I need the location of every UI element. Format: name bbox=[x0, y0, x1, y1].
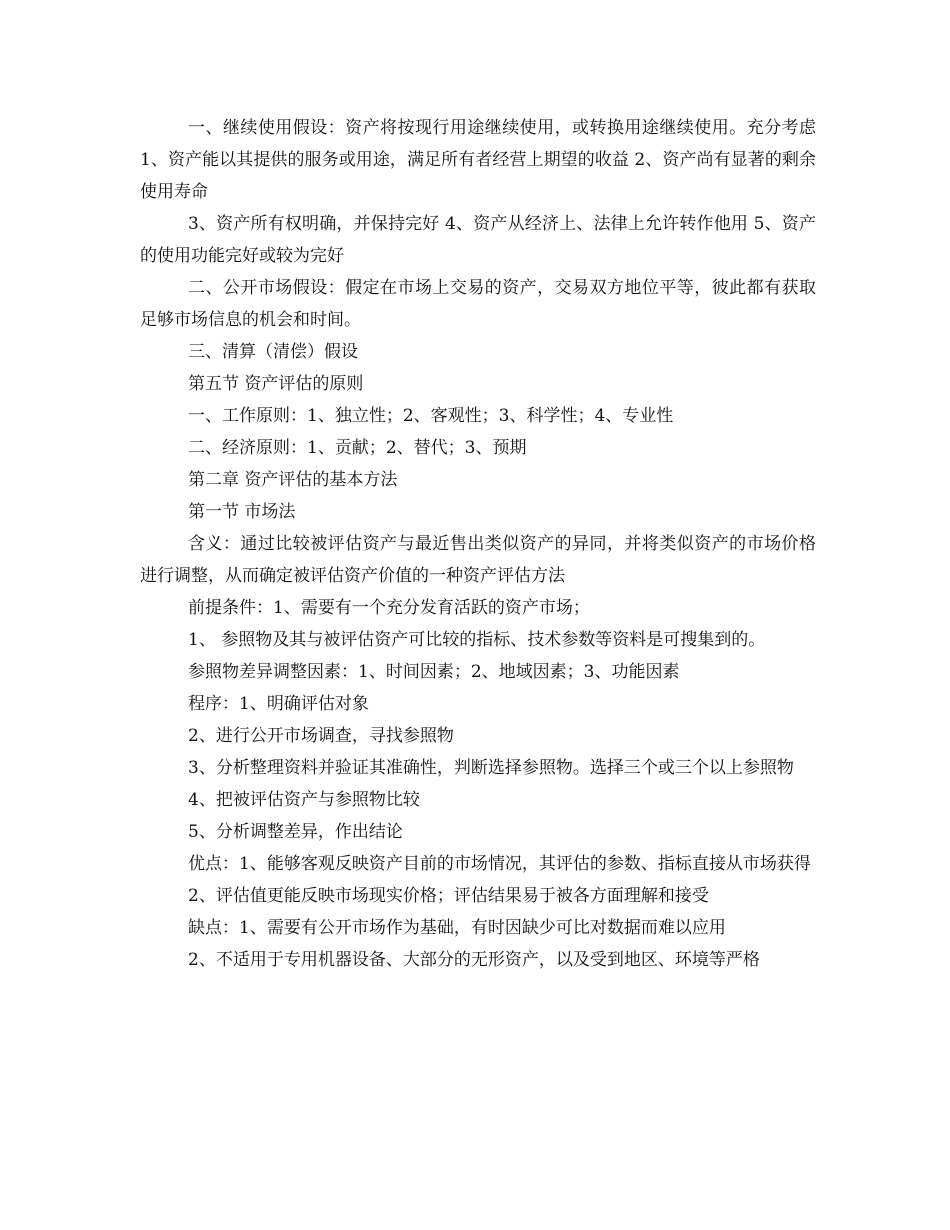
paragraph-advantages-2: 2、评估值更能反映市场现实价格；评估结果易于被各方面理解和接受 bbox=[188, 886, 709, 906]
paragraph-adjustment-factors: 参照物差异调整因素：1、时间因素；2、地域因素；3、功能因素 bbox=[188, 662, 680, 682]
paragraph-prerequisite-reference: 1、 参照物及其与被评估资产可比较的指标、技术参数等资料是可搜集到的。 bbox=[188, 630, 766, 650]
document-body bbox=[140, 112, 816, 976]
paragraph-economic-principles: 二、经济原则：1、贡献；2、替代；3、预期 bbox=[188, 438, 527, 458]
paragraph-procedure-step-1: 程序：1、明确评估对象 bbox=[188, 694, 369, 714]
paragraph-procedure-step-5: 5、分析调整差异，作出结论 bbox=[188, 822, 403, 842]
paragraph-procedure-step-2: 2、进行公开市场调查，寻找参照物 bbox=[188, 726, 454, 746]
paragraph-work-principles: 一、工作原则：1、独立性；2、客观性；3、科学性；4、专业性 bbox=[188, 406, 674, 426]
paragraph-going-concern-conditions: 3、资产所有权明确，并保持完好 4、资产从经济上、法律上允许转作他用 5、资产的使用功能完好或较为完好 bbox=[140, 214, 816, 266]
paragraph-procedure-step-3: 3、分析整理资料并验证其准确性，判断选择参照物。选择三个或三个以上参照物 bbox=[188, 758, 794, 778]
paragraph-going-concern-assumption: 一、继续使用假设：资产将按现行用途继续使用，或转换用途继续使用。充分考虑 1、资产能以其提供的服务或用途，满足所有者经营上期望的收益 2、资产尚有显著的剩余使用寿命 bbox=[140, 118, 816, 202]
paragraph-advantages: 优点：1、能够客观反映资产目前的市场情况，其评估的参数、指标直接从市场获得 bbox=[188, 854, 811, 874]
paragraph-procedure-step-4: 4、把被评估资产与参照物比较 bbox=[188, 790, 420, 810]
section-heading-market-approach: 第一节 市场法 bbox=[188, 502, 296, 522]
paragraph-disadvantages-2: 2、不适用于专用机器设备、大部分的无形资产，以及受到地区、环境等严格 bbox=[188, 950, 760, 970]
paragraph-liquidation-assumption: 三、清算（清偿）假设 bbox=[188, 342, 358, 362]
paragraph-open-market-assumption: 二、公开市场假设：假定在市场上交易的资产，交易双方地位平等，彼此都有获取足够市场信息的机会和时间。 bbox=[140, 278, 816, 330]
paragraph-prerequisites: 前提条件：1、需要有一个充分发育活跃的资产市场； bbox=[188, 598, 590, 618]
section-heading-principles: 第五节 资产评估的原则 bbox=[188, 374, 364, 394]
paragraph-disadvantages: 缺点：1、需要有公开市场作为基础，有时因缺少可比对数据而难以应用 bbox=[188, 918, 726, 938]
paragraph-definition: 含义：通过比较被评估资产与最近售出类似资产的异同，并将类似资产的市场价格进行调整，从而确定被评估资产价值的一种资产评估方法 bbox=[140, 534, 816, 586]
chapter-heading-basic-methods: 第二章 资产评估的基本方法 bbox=[188, 470, 398, 490]
